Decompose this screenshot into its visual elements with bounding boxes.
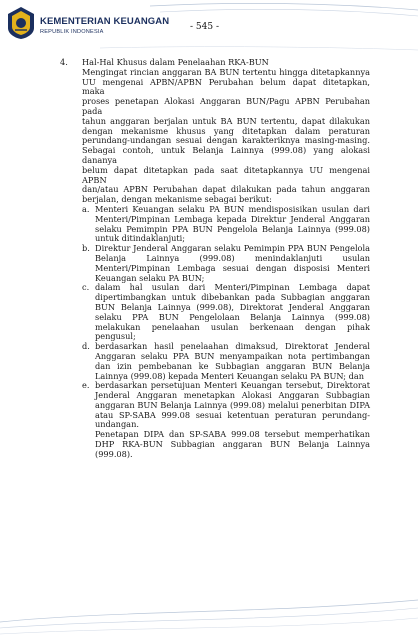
intro-line: dengan mekanisme khusus yang ditetapkan dalam peraturan (82, 125, 370, 136)
intro-line: Sebagai contoh, untuk Belanja Lainnya (999.08) yang alokasi dananya (82, 145, 370, 165)
item-line: dan izin pembebanan ke Subbagian anggaran BUN Belanja (95, 360, 370, 371)
ministry-logo-icon (6, 6, 36, 40)
item-line: pengusul; (95, 331, 136, 342)
intro-line: berjalan, dengan mekanisme sebagai berikut: (82, 194, 272, 205)
item-body (95, 342, 370, 381)
item-line: BUN Belanja Lainnya (999.08), Direktorat Jenderal Anggaran (95, 301, 370, 312)
item-line: Lainnya (999.08) kepada Menteri Keuangan selaku PA BUN; dan (95, 370, 365, 381)
intro-line: proses penetapan Alokasi Anggaran BUN/Pagu APBN Perubahan pada (82, 96, 370, 116)
intro-line: tahun anggaran berjalan untuk BA BUN tertentu, dapat dilakukan (82, 115, 370, 126)
list-item-c (82, 283, 370, 342)
ministry-name: KEMENTERIAN KEUANGAN (40, 16, 170, 27)
list-item-e (82, 381, 370, 459)
intro-line: Mengingat rincian anggaran BA BUN tertentu hingga ditetapkannya (82, 66, 370, 77)
item-letter: d. (82, 341, 90, 352)
item-body (95, 244, 370, 283)
item-line: untuk ditindaklanjuti; (95, 233, 186, 244)
section-4 (60, 58, 370, 460)
item-letter: e. (82, 380, 90, 391)
item-line: anggaran BUN Belanja Lainnya (999.08) melalui penerbitan DIPA (95, 399, 370, 410)
item-line: Anggaran selaku PPA BUN menyampaikan nota pertimbangan (95, 350, 370, 361)
section-body (82, 58, 370, 460)
list-item-b (82, 244, 370, 283)
item-line: melakukan penelaahan usulan berkenaan dengan pihak (95, 321, 370, 332)
republic-name: REPUBLIK INDONESIA (40, 29, 104, 35)
item-line: Direktur Jenderal Anggaran selaku Pemimpin PPA BUN Pengelola (95, 243, 370, 254)
item-line: Jenderal Anggaran menetapkan Alokasi Anggaran Subbagian (95, 390, 370, 401)
item-letter: c. (82, 282, 90, 293)
intro-line: perundang-undangan sesuai dengan karakteriknya masing-masing. (82, 135, 370, 146)
item-letter: b. (82, 243, 90, 254)
list-item-d (82, 342, 370, 381)
item-body (95, 205, 370, 244)
item-line: Keuangan selaku PA BUN; (95, 272, 205, 283)
item-line: undangan. (95, 419, 139, 430)
section-intro (82, 68, 370, 205)
item-line: Belanja Lainnya (999.08) menindaklanjuti usulan (95, 252, 370, 263)
item-body (95, 381, 370, 459)
document-body (60, 58, 370, 460)
intro-line: UU mengenai APBN/APBN Perubahan belum dapat ditetapkan, maka (82, 76, 370, 97)
item-body (95, 283, 370, 342)
section-number: 4. (60, 57, 68, 67)
item-line: DHP RKA-BUN Subbagian anggaran BUN Belanja Lainnya (95, 439, 370, 450)
item-line: Penetapan DIPA dan SP-SABA 999.08 tersebut memperhatikan (95, 429, 370, 440)
item-line: selaku Pemimpin PPA BUN Pengelola Belanja Lainnya (999.08) (95, 223, 370, 234)
item-line: dalam hal usulan dari Menteri/Pimpinan Lembaga dapat (95, 282, 370, 293)
list-item-a (82, 205, 370, 244)
footer-decorative-waves (0, 592, 418, 640)
item-line: Menteri/Pimpinan Lembaga sesuai dengan disposisi Menteri (95, 262, 370, 273)
item-line: dipertimbangkan untuk dibebankan pada Subbagian anggaran (95, 292, 370, 303)
item-line: (999.08). (95, 448, 133, 459)
intro-line: belum dapat ditetapkan pada saat ditetapkannya UU mengenai APBN (82, 164, 370, 185)
item-line: Menteri Keuangan selaku PA BUN mendisposisikan usulan dari (95, 203, 370, 214)
item-line: berdasarkan hasil penelaahan dimaksud, Direktorat Jenderal (95, 341, 370, 352)
page-number: - 545 - (190, 22, 219, 32)
item-line: Menteri/Pimpinan Lembaga kepada Direktur Jenderal Anggaran (95, 213, 370, 224)
intro-line: dan/atau APBN Perubahan dapat dilakukan pada tahun anggaran (82, 184, 370, 195)
item-line: selaku PPA BUN Pengelolaan Belanja Lainnya (999.08) (95, 311, 370, 322)
item-line: berdasarkan persetujuan Menteri Keuangan tersebut, Direktorat (95, 380, 370, 391)
section-title: Hal-Hal Khusus dalam Penelaahan RKA-BUN (82, 57, 269, 67)
item-line: atau SP-SABA 999.08 sesuai ketentuan peraturan perundang- (95, 409, 370, 420)
item-letter: a. (82, 203, 90, 214)
